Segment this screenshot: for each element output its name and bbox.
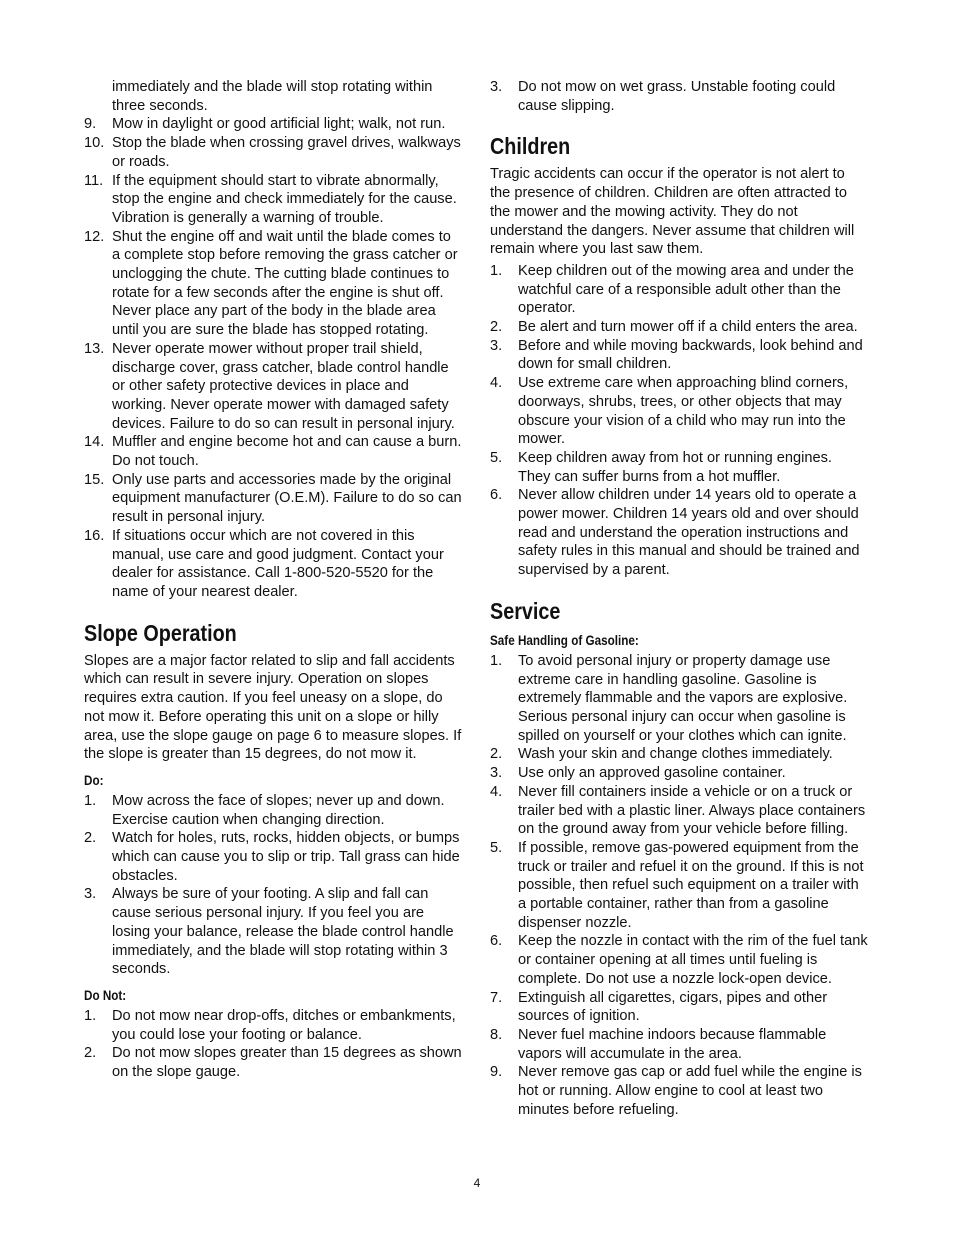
list-item: 12. Shut the engine off and wait until the blade comes to a complete stop before removing the grass catcher or unclogging the chute. The cutting blade continues to rotate for a few seconds after the engine is shut off. Never place any part of the body in the blade area until you are sure the blade has stopped rotating. [84, 228, 458, 339]
list-item: 6. Keep the nozzle in contact with the rim of the fuel tank or container opening at all times until fueling is complete. Do not use a nozzle lock-open device. [490, 933, 868, 987]
slope-intro: Slopes are a major factor related to slip and fall accidents which can result in severe injury. Operation on slopes requires extra caution. If you feel uneasy on a slope, do not mow it. Before operating this unit on a slope or hilly area, use the slope gauge on page 6 to measure slopes. If the slope is greater than 15 degrees, do not mow it. [84, 652, 462, 763]
list-item: 8. Never fuel machine indoors because flammable vapors will accumulate in the area. [490, 1026, 827, 1062]
safety-list-continued [84, 78, 462, 602]
list-item: 13. Never operate mower without proper trail shield, discharge cover, grass catcher, blade control handle or other safety protective devices in place and working. Never operate mower with damaged safety devices. Failure to do so can result in personal injury. [84, 340, 455, 432]
list-item: 14. Muffler and engine become hot and can cause a burn. Do not touch. [84, 434, 462, 470]
list-item: 1. To avoid personal injury or property damage use extreme care in handling gasoline. Gasoline is extremely flammable and the vapors are explosive. Serious personal injury can occur when gasoline is spilled on yourself or your clothes which can ignite. [490, 652, 848, 744]
do-not-heading: Do Not: [84, 987, 127, 1003]
children-list [490, 262, 868, 580]
list-item: 1. Mow across the face of slopes; never up and down. Exercise caution when changing direction. [84, 792, 445, 828]
list-item: 3. Use only an approved gasoline container. [490, 765, 786, 782]
list-item: 16. If situations occur which are not covered in this manual, use care and good judgment. Contact your dealer for assistance. Call 1-800-520-5520 for the name of your nearest dealer. [84, 527, 444, 600]
list-item: 2. Do not mow slopes greater than 15 degrees as shown on the slope gauge. [84, 1045, 462, 1081]
do-not-list-continued [490, 78, 868, 115]
left-column [84, 78, 462, 1082]
page-number: 4 [473, 1176, 481, 1190]
list-item: 9. Mow in daylight or good artificial light; walk, not run. [84, 116, 446, 133]
list-item: 1. Do not mow near drop-offs, ditches or embankments, you could lose your footing or balance. [84, 1007, 456, 1043]
list-item: 4. Never fill containers inside a vehicle or on a truck or trailer bed with a plastic liner. Always place containers on the ground away from your vehicle before filling. [490, 783, 866, 838]
service-list [490, 652, 868, 1120]
list-item: 10. Stop the blade when crossing gravel drives, walkways or roads. [84, 135, 461, 170]
list-item: 15. Only use parts and accessories made by the original equipment manufacturer (O.E.M). Failure to do so can result in personal injury. [84, 471, 462, 526]
list-item: 3. Do not mow on wet grass. Unstable footing could cause slipping. [490, 79, 836, 114]
children-heading: Children [490, 133, 571, 160]
do-not-list [84, 1007, 462, 1082]
list-item: 2. Watch for holes, ruts, rocks, hidden objects, or bumps which can cause you to slip or trip. Tall grass can hide obstacles. [84, 830, 460, 884]
do-list [84, 792, 462, 979]
children-intro: Tragic accidents can occur if the operator is not alert to the presence of children. Children are often attracted to the mower and the mowing activity. They do not understand the dangers. Never assume that children will remain where you last saw them. [490, 166, 855, 258]
service-heading: Service [490, 597, 561, 624]
list-item: 3. Always be sure of your footing. A slip and fall can cause serious personal injury. If you feel you are losing your balance, release the blade control handle immediately, and the blade will stop rotating within 3 seconds. [84, 886, 454, 978]
slope-operation-heading: Slope Operation [84, 619, 237, 646]
list-item: 5. Keep children away from hot or running engines. They can suffer burns from a hot muffler. [490, 449, 832, 485]
list-item: 3. Before and while moving backwards, look behind and down for small children. [490, 337, 863, 373]
right-column [490, 78, 868, 1119]
list-item: 4. Use extreme care when approaching blind corners, doorways, shrubs, trees, or other objects that may obscure your vision of a child who may run into the mower. [490, 375, 849, 448]
gasoline-subheading: Safe Handling of Gasoline: [490, 632, 639, 648]
list-item: 1. Keep children out of the mowing area and under the watchful care of a responsible adult other than the operator. [490, 262, 854, 317]
list-item: 9. Never remove gas cap or add fuel while the engine is hot or running. Allow engine to cool at least two minutes before refueling. [490, 1064, 862, 1118]
list-item: 5. If possible, remove gas-powered equipment from the truck or trailer and refuel it on the ground. If this is not possible, then refuel such equipment on a trailer with a portable container, rather than from a gasoline dispenser nozzle. [490, 839, 864, 931]
list-item: 2. Be alert and turn mower off if a child enters the area. [490, 319, 858, 336]
list-item: 6. Never allow children under 14 years old to operate a power mower. Children 14 years old and over should read and understand the operation instructions and safety rules in this manual and should be trained and supervised by a parent. [490, 487, 860, 579]
list-item-continued: immediately and the blade will stop rotating within three seconds. [112, 79, 433, 114]
list-item: 2. Wash your skin and change clothes immediately. [490, 746, 833, 763]
list-item: 11. If the equipment should start to vibrate abnormally, stop the engine and check immediately for the cause. Vibration is generally a warning of trouble. [84, 172, 457, 226]
list-item: 7. Extinguish all cigarettes, cigars, pipes and other sources of ignition. [490, 989, 828, 1025]
do-heading: Do: [84, 772, 104, 788]
